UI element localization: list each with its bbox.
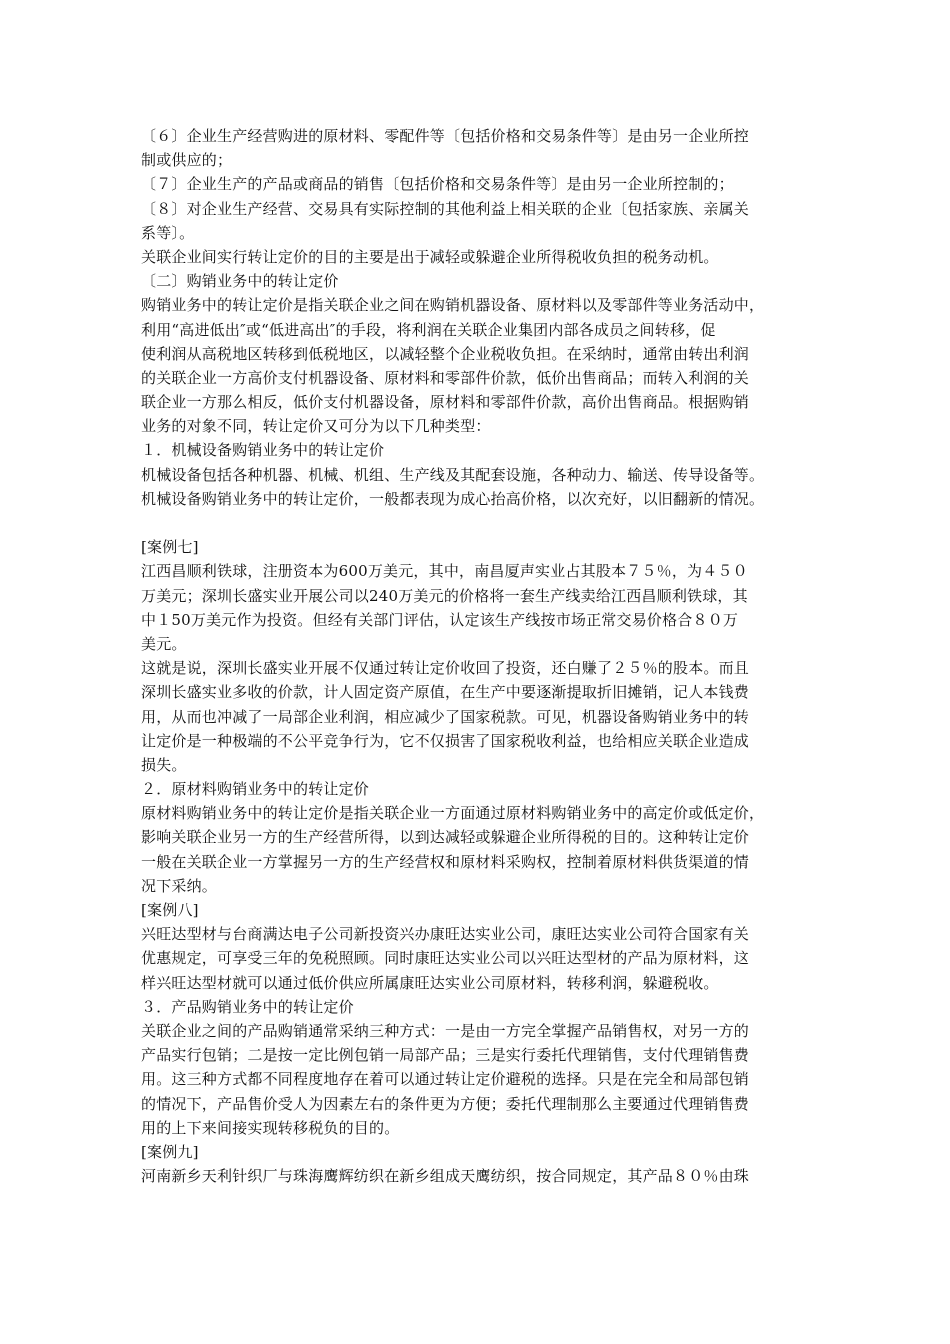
text-line: 河南新乡天利针织厂与珠海鹰辉纺织在新乡组成天鹰纺织，按合同规定，其产品８０％由珠 (141, 1167, 750, 1186)
text-line: 的关联企业一方高价支付机器设备、原材料和零部件价款，低价出售商品；而转入利润的关 (141, 368, 750, 387)
text-line: 一般在关联企业一方掌握另一方的生产经营权和原材料采购权，控制着原材料供货渠道的情 (141, 852, 750, 871)
section-heading: 〔二〕购销业务中的转让定价 (141, 272, 339, 291)
text-line: 影响关联企业另一方的生产经营所得，以到达减轻或躲避企业所得税的目的。这种转让定价 (141, 828, 750, 847)
text-line: 关联企业之间的产品购销通常采纳三种方式：一是由一方完全掌握产品销售权，对另一方的 (141, 1021, 750, 1040)
text-line: 江西昌顺利铁球，注册资本为600万美元，其中，南昌厦声实业占其股本７５％，为４５０ (141, 562, 748, 581)
text-line: 〔６〕企业生产经营购进的原材料、零配件等〔包括价格和交易条件等〕是由另一企业所控 (141, 127, 750, 145)
blank-line (141, 511, 817, 535)
text-line: 制或供应的； (141, 151, 233, 170)
text-line: 原材料购销业务中的转让定价是指关联企业一方面通过原材料购销业务中的高定价或低定价， (141, 804, 765, 823)
text-line: 万美元；深圳长盛实业开展公司以240万美元的价格将一套生产线卖给江西昌顺利铁球，其 (141, 586, 748, 605)
text-line: 况下采纳。 (141, 876, 218, 895)
text-line: 系等〕。 (141, 223, 195, 242)
subsection-heading: ３．产品购销业务中的转让定价 (141, 997, 354, 1016)
text-line: 〔８〕对企业生产经营、交易具有实际控制的其他利益上相关联的企业〔包括家族、亲属关 (141, 199, 750, 218)
text-line: 美元。 (141, 634, 187, 653)
text-line: 让定价是一种极端的不公平竞争行为，它不仅损害了国家税收利益，也给相应关联企业造成 (141, 731, 750, 750)
text-line: 兴旺达型材与台商满达电子公司新投资兴办康旺达实业公司，康旺达实业公司符合国家有关 (141, 925, 750, 944)
text-line: 样兴旺达型材就可以通过低价供应所属康旺达实业公司原材料，转移利润，躲避税收。 (141, 973, 719, 992)
text-line: 使利润从高税地区转移到低税地区，以减轻整个企业税收负担。在采纳时，通常由转出利润 (141, 344, 750, 363)
text-line: 的情况下，产品售价受人为因素左右的条件更为方便；委托代理制那么主要通过代理销售费 (141, 1094, 750, 1113)
text-line: 机械设备包括各种机器、机械、机组、生产线及其配套设施，各种动力、输送、传导设备等。 (141, 465, 765, 484)
document-body (141, 124, 817, 1188)
text-line: 关联企业间实行转让定价的目的主要是出于减轻或躲避企业所得税收负担的税务动机。 (141, 247, 719, 266)
text-line: 优惠规定，可享受三年的免税照顾。同时康旺达实业公司以兴旺达型材的产品为原材料，这 (141, 949, 750, 968)
text-line: 〔７〕企业生产的产品或商品的销售〔包括价格和交易条件等〕是由另一企业所控制的； (141, 175, 734, 194)
case-heading: [案例九] (141, 1142, 199, 1161)
subsection-heading: ２．原材料购销业务中的转让定价 (141, 780, 370, 799)
text-line: 利用“高进低出″或“低进高出″的手段，将利润在关联企业集团内部各成员之间转移，促 (141, 320, 716, 339)
text-line: 联企业一方那么相反，低价支付机器设备，原材料和零部件价款，高价出售商品。根据购销 (141, 393, 750, 412)
text-line: 用。这三种方式都不同程度地存在着可以通过转让定价避税的选择。只是在完全和局部包销 (141, 1070, 750, 1089)
text-line: 中１50万美元作为投资。但经有关部门评估，认定该生产线按市场正常交易价格合８０万 (141, 610, 739, 629)
text-line: 用，从而也冲减了一局部企业利润，相应减少了国家税款。可见，机器设备购销业务中的转 (141, 707, 750, 726)
text-line: 机械设备购销业务中的转让定价，一般都表现为成心抬高价格，以次充好，以旧翻新的情况。 (141, 489, 765, 508)
text-line: 损失。 (141, 755, 187, 774)
text-line: 这就是说，深圳长盛实业开展不仅通过转让定价收回了投资，还白赚了２５％的股本。而且 (141, 659, 750, 678)
text-line: 深圳长盛实业多收的价款，计人固定资产原值，在生产中要逐渐提取折旧摊销，记人本钱费 (141, 683, 750, 702)
text-line: 产品实行包销；二是按一定比例包销一局部产品；三是实行委托代理销售，支付代理销售费 (141, 1046, 750, 1065)
text-line: 用的上下来间接实现转移税负的目的。 (141, 1118, 400, 1137)
text-line: 业务的对象不同，转让定价又可分为以下几种类型： (141, 417, 491, 436)
case-heading: [案例七] (141, 538, 199, 557)
text-line: 购销业务中的转让定价是指关联企业之间在购销机器设备、原材料以及零部件等业务活动中， (141, 296, 765, 315)
subsection-heading: １．机械设备购销业务中的转让定价 (141, 441, 385, 460)
case-heading: [案例八] (141, 901, 199, 919)
